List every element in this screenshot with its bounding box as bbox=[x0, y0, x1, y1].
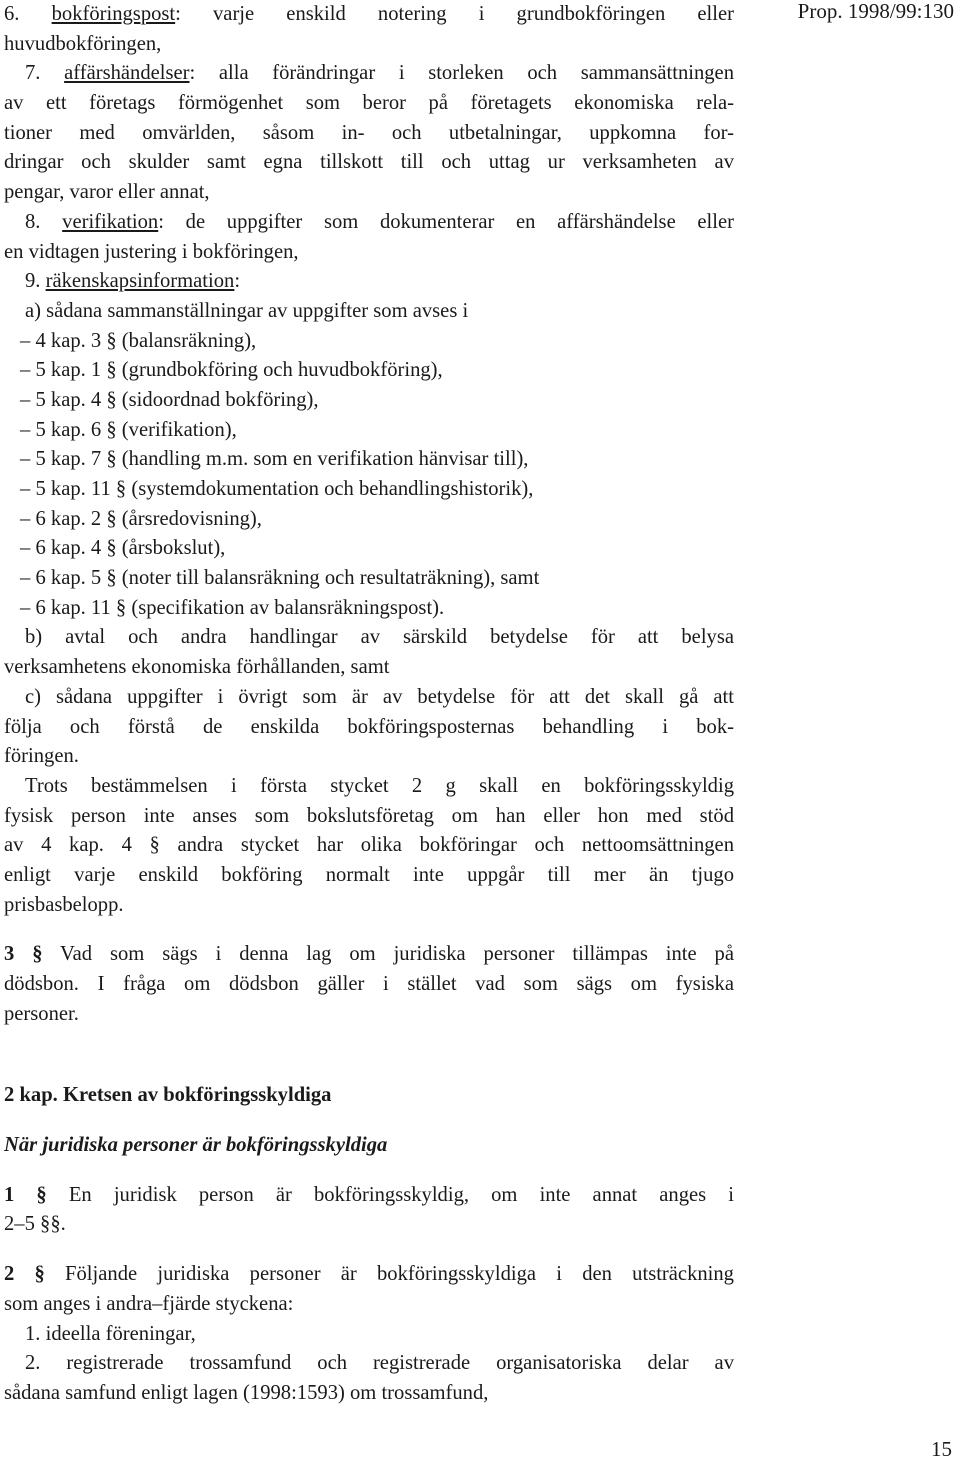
dash-item: – 6 kap. 11 § (specifikation av balansräkningspost). bbox=[20, 596, 445, 619]
definition-9: 9. räkenskapsinformation: bbox=[25, 270, 241, 293]
item-b: b) avtal och andra handlingar av särskild betydelse för att belysa bbox=[25, 626, 734, 649]
section-number: 3 § bbox=[4, 943, 43, 966]
section-3: 3 § Vad som sägs i denna lag om juridiska personer tillämpas inte på bbox=[4, 943, 734, 966]
chapter-heading: 2 kap. Kretsen av bokföringsskyldiga bbox=[4, 1084, 332, 1107]
dash-item: – 6 kap. 2 § (årsredovisning), bbox=[20, 507, 262, 530]
item-c: c) sådana uppgifter i övrigt som är av betydelse för att det skall gå att bbox=[25, 685, 734, 708]
sub-heading: När juridiska personer är bokföringsskyldiga bbox=[4, 1134, 388, 1157]
dash-item: – 6 kap. 4 § (årsbokslut), bbox=[20, 537, 226, 560]
dash-item: – 6 kap. 5 § (noter till balansräkning och resultaträkning), samt bbox=[20, 567, 540, 590]
list-item: 2. registrerade trossamfund och registrerade organisatoriska delar av bbox=[25, 1352, 734, 1375]
list-item: 1. ideella föreningar, bbox=[25, 1322, 196, 1345]
dash-item: – 4 kap. 3 § (balansräkning), bbox=[20, 329, 257, 352]
final-line: sådana samfund enligt lagen (1998:1593) om trossamfund, bbox=[4, 1381, 489, 1404]
section-1: 1 § En juridisk person är bokföringsskyldig, om inte annat anges i bbox=[4, 1183, 734, 1206]
margin-reference: Prop. 1998/99:130 bbox=[797, 0, 954, 23]
dash-item: – 5 kap. 6 § (verifikation), bbox=[20, 418, 237, 441]
page-number: 15 bbox=[931, 1437, 952, 1461]
trots-paragraph: Trots bestämmelsen i första stycket 2 g skall en bokföringsskyldig bbox=[25, 774, 734, 797]
definition-7: 7. affärshändelser: alla förändringar i storleken och sammansättningen bbox=[25, 62, 734, 85]
dash-item: – 5 kap. 1 § (grundbokföring och huvudbokföring), bbox=[20, 359, 443, 382]
body-text: 6. bokföringspost: varje enskild notering i grundbokföringen eller huvudbokföringen, 7. affärshändelser: alla förändringar i storleken och sammansättningen av ett företags förmögenhet som beror på företagets ekonomiska rela- tioner med omvärlden, såsom in- och utbetalningar, uppkomna for- dringar och skulder samt egna tillskott till och uttag ur verksamheten av pengar, varor eller annat, 8. verifikation: de uppgifter som dokumenterar en affärshändelse eller en vidtagen justering i bokföringen, 9. räkenskapsinformation: a) sådana sammanställningar av uppgifter som avses i – 4 kap. 3 § (balansräkning), – 5 kap. 1 § (grundbokföring och huvudbokföring), – 5 kap. 4 § (sidoordnad bokföring), – 5 kap. 6 § (verifikation), – 5 kap. 7 § (handling m.m. som en verifikation hänvisar till), – 5 kap. 11 § (systemdokumentation och behandlingshistorik), – 6 kap. 2 § (årsredovisning), – 6 kap. 4 § (årsbokslut), – 6 kap. 5 § (noter till balansräkning och resultaträkning), samt – 6 kap. 11 § (specifikation av balansräkningspost). b) avtal och andra handlingar av särskild betydelse för att belysa verksamhetens ekonomiska förhållanden, samt c) sådana uppgifter i övrigt som är av betydelse för att det skall gå att följa och förstå de enskilda bokföringsposternas behandling i bok- föringen. Trots bestämmelsen i första stycket 2 g skall en bokföringsskyldig fysisk person inte anses som bokslutsföretag om han eller hon med stöd av 4 kap. 4 § andra stycket har olika bokföringar och nettoomsättningen enligt varje enskild bokföring normalt inte uppgår till mer än tjugo prisbasbelopp. 3 § Vad som sägs i denna lag om juridiska personer tillämpas inte på dödsbon. I fråga om dödsbon gäller i stället vad som sägs om fysiska personer. 2 kap. Kretsen av bokföringsskyldiga När juridiska personer är bokföringsskyldiga 1 § En juridisk person är bokföringsskyldig, om inte annat anges i 2–5 §§. 2 § Följande juridiska personer är bokföringsskyldiga i den utsträckning som anges i andra–fjärde styckena: 1. ideella föreningar, 2. registrerade trossamfund och registrerade organisatoriska delar av sådana samfund enligt lagen (1998:1593) om trossamfund, bbox=[4, 0, 734, 1409]
term-rakenskapsinformation: räkenskapsinformation bbox=[45, 270, 235, 293]
section-number: 2 § bbox=[4, 1263, 45, 1286]
dash-item: – 5 kap. 4 § (sidoordnad bokföring), bbox=[20, 388, 319, 411]
item-a: a) sådana sammanställningar av uppgifter som avses i bbox=[25, 299, 469, 322]
dash-item: – 5 kap. 11 § (systemdokumentation och behandlingshistorik), bbox=[20, 478, 534, 500]
term-bokforingspost: bokföringspost bbox=[51, 3, 176, 25]
term-verifikation: verifikation bbox=[62, 210, 159, 233]
dash-item: – 5 kap. 7 § (handling m.m. som en verifikation hänvisar till), bbox=[20, 448, 529, 471]
term-affarshandelser: affärshändelser bbox=[64, 62, 190, 85]
definition-8: 8. verifikation: de uppgifter som dokumenterar en affärshändelse eller bbox=[25, 210, 734, 233]
section-number: 1 § bbox=[4, 1183, 47, 1206]
definition-6: 6. bokföringspost: varje enskild notering i grundbokföringen eller bbox=[4, 3, 734, 25]
section-2: 2 § Följande juridiska personer är bokföringsskyldiga i den utsträckning bbox=[4, 1263, 734, 1286]
